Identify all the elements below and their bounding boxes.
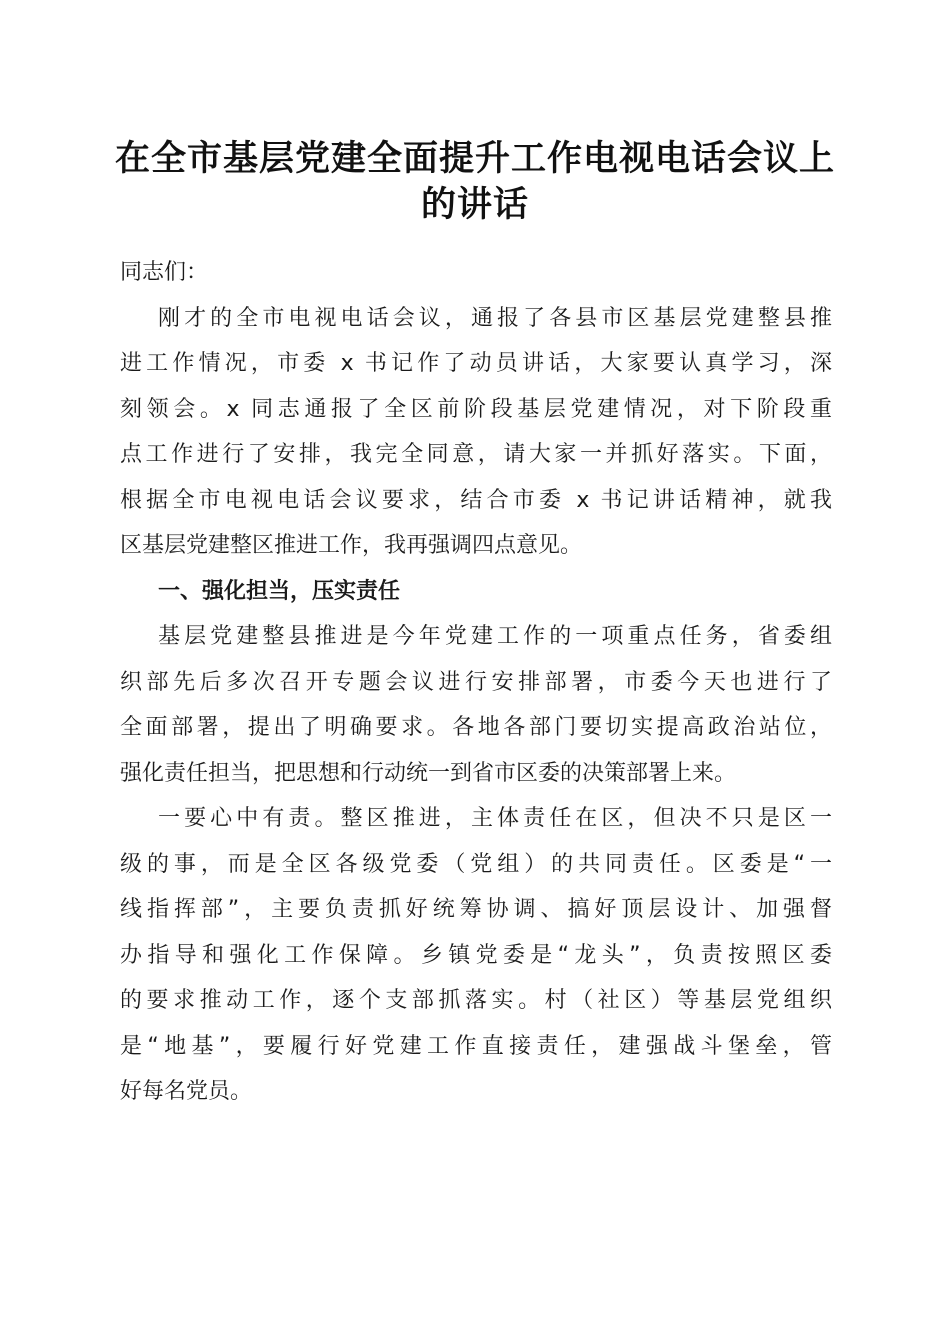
paragraph-line: 进工作情况，市委 x 书记作了动员讲话，大家要认真学习，深 — [120, 351, 832, 376]
paragraph-line: 一要心中有责。整区推进，主体责任在区，但决不只是区一 — [158, 806, 832, 831]
title-line-1: 在全市基层党建全面提升工作电视电话会议上 — [114, 138, 835, 179]
paragraph-line: 是“地基”，要履行好党建工作直接责任，建强战斗堡垒，管 — [120, 1033, 832, 1059]
paragraph-line: 强化责任担当，把思想和行动统一到省市区委的决策部署上来。 — [120, 760, 737, 786]
paragraph-line: 级的事，而是全区各级党委（党组）的共同责任。区委是“一 — [120, 851, 832, 877]
paragraph-line: 办指导和强化工作保障。乡镇党委是“龙头”，负责按照区委 — [120, 942, 832, 968]
paragraph-line: 线指挥部”，主要负责抓好统筹协调、搞好顶层设计、加强督 — [120, 897, 832, 922]
paragraph-line: 区基层党建整区推进工作，我再强调四点意见。 — [120, 533, 583, 558]
paragraph-line: 全面部署，提出了明确要求。各地各部门要切实提高政治站位， — [120, 715, 832, 740]
paragraph-line: 织部先后多次召开专题会议进行安排部署，市委今天也进行了 — [120, 669, 832, 695]
intro-paragraph — [120, 296, 832, 569]
paragraph-line: 基层党建整县推进是今年党建工作的一项重点任务，省委组 — [158, 624, 832, 649]
paragraph-line: 的要求推动工作，逐个支部抓落实。村（社区）等基层党组织 — [120, 988, 832, 1013]
paragraph-line: 刻领会。x 同志通报了全区前阶段基层党建情况，对下阶段重 — [120, 396, 832, 422]
paragraph-line: 点工作进行了安排，我完全同意，请大家一并抓好落实。下面， — [120, 442, 832, 467]
section-paragraph-2 — [120, 796, 832, 1115]
document-title — [100, 136, 850, 228]
document-body — [120, 250, 832, 1115]
salutation: 同志们： — [120, 260, 209, 285]
paragraph-line: 好每名党员。 — [120, 1079, 253, 1104]
paragraph-line: 刚才的全市电视电话会议，通报了各县市区基层党建整县推 — [158, 305, 832, 331]
paragraph-line: 根据全市电视电话会议要求，结合市委 x 书记讲话精神，就我 — [120, 487, 832, 513]
section-paragraph-1 — [120, 614, 832, 796]
section-heading: 一、强化担当，压实责任 — [158, 578, 401, 604]
title-line-2: 的讲话 — [420, 184, 529, 225]
